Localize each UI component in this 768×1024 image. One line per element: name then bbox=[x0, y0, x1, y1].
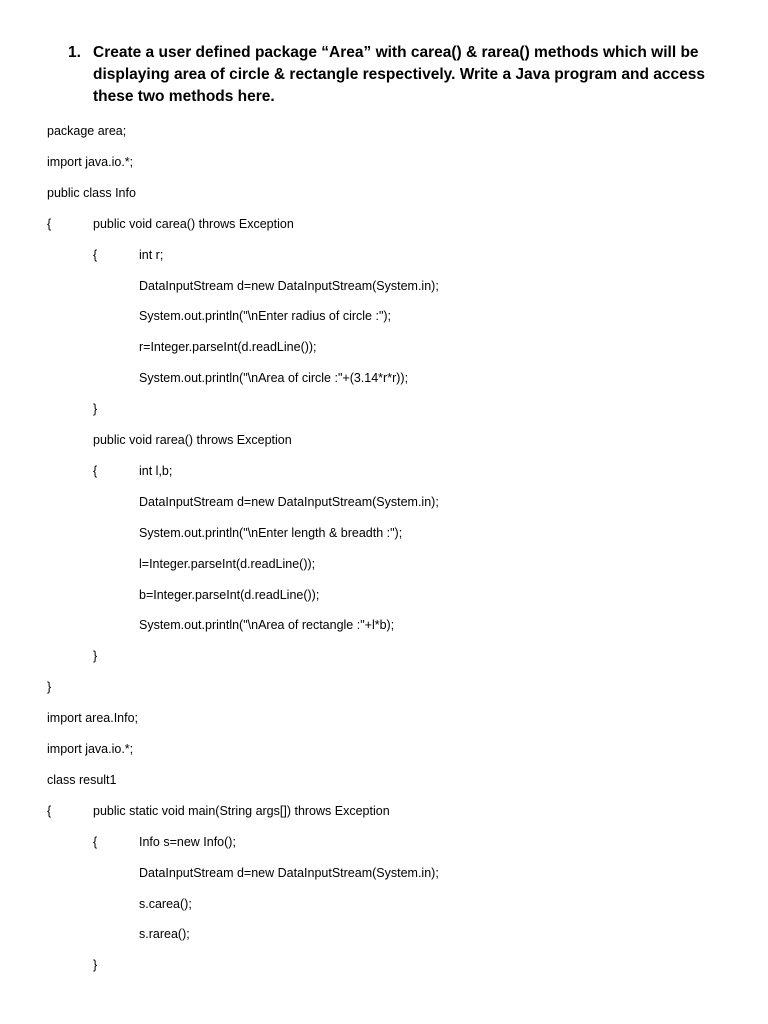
code-text: class result1 bbox=[47, 772, 117, 787]
code-line bbox=[0, 307, 768, 325]
code-line bbox=[0, 153, 768, 171]
code-text: Info s=new Info(); bbox=[139, 834, 236, 849]
code-text: public static void main(String args[]) throws Exception bbox=[93, 803, 390, 818]
code-line bbox=[0, 771, 768, 789]
code-text: l=Integer.parseInt(d.readLine()); bbox=[139, 556, 316, 571]
code-brace: { bbox=[47, 803, 52, 818]
code-line bbox=[0, 616, 768, 634]
code-text: } bbox=[93, 958, 98, 973]
code-text: s.rarea(); bbox=[139, 927, 190, 942]
code-line bbox=[0, 647, 768, 665]
code-line bbox=[0, 925, 768, 943]
code-text: DataInputStream d=new DataInputStream(System.in); bbox=[139, 865, 439, 880]
code-text: import java.io.*; bbox=[47, 742, 134, 756]
code-brace: { bbox=[93, 463, 98, 478]
code-line bbox=[0, 524, 768, 542]
code-text: import area.Info; bbox=[47, 711, 139, 726]
code-line bbox=[0, 555, 768, 573]
code-text: int l,b; bbox=[139, 463, 173, 478]
code-text: System.out.println("\nEnter length & breadth :"); bbox=[139, 525, 403, 540]
code-line bbox=[0, 709, 768, 727]
question-number: 1. bbox=[68, 44, 81, 61]
code-text: DataInputStream d=new DataInputStream(System.in); bbox=[139, 278, 439, 293]
code-text: System.out.println("\nArea of rectangle :"+l*b); bbox=[139, 618, 395, 633]
code-line bbox=[0, 740, 768, 758]
code-line bbox=[0, 864, 768, 882]
code-text: public void carea() throws Exception bbox=[93, 216, 294, 231]
code-brace: { bbox=[93, 247, 98, 262]
code-line bbox=[0, 431, 768, 449]
code-text: b=Integer.parseInt(d.readLine()); bbox=[139, 587, 320, 602]
code-text: System.out.println("\nArea of circle :"+(3.14*r*r)); bbox=[139, 371, 409, 386]
question-text: Create a user defined package “Area” with carea() & rarea() methods which will be displaying area of circle & rectangle respectively. Write a Java program and access these two methods here. bbox=[93, 44, 705, 105]
code-text: } bbox=[93, 402, 98, 417]
code-line bbox=[0, 462, 768, 480]
code-line bbox=[0, 400, 768, 418]
code-text: s.carea(); bbox=[139, 896, 192, 911]
code-text: package area; bbox=[47, 124, 127, 138]
question-item bbox=[68, 42, 728, 108]
code-line bbox=[0, 833, 768, 851]
code-text: public class Info bbox=[47, 185, 136, 200]
code-line bbox=[0, 184, 768, 202]
code-line bbox=[0, 586, 768, 604]
code-brace: { bbox=[47, 216, 52, 231]
code-line bbox=[0, 246, 768, 264]
code-line bbox=[0, 338, 768, 356]
code-line bbox=[0, 122, 768, 140]
code-brace: { bbox=[93, 834, 98, 849]
code-text: public void rarea() throws Exception bbox=[93, 433, 292, 447]
code-text: System.out.println("\nEnter radius of circle :"); bbox=[139, 309, 392, 324]
code-text: } bbox=[93, 649, 98, 664]
code-line bbox=[0, 956, 768, 974]
code-text: import java.io.*; bbox=[47, 154, 134, 169]
code-line bbox=[0, 493, 768, 511]
code-line bbox=[0, 895, 768, 913]
code-line bbox=[0, 215, 768, 233]
code-text: } bbox=[47, 680, 52, 695]
code-line bbox=[0, 802, 768, 820]
code-line bbox=[0, 277, 768, 295]
code-line bbox=[0, 369, 768, 387]
code-text: r=Integer.parseInt(d.readLine()); bbox=[139, 340, 317, 355]
code-text: DataInputStream d=new DataInputStream(System.in); bbox=[139, 494, 439, 509]
code-line bbox=[0, 678, 768, 696]
code-text: int r; bbox=[139, 247, 164, 262]
